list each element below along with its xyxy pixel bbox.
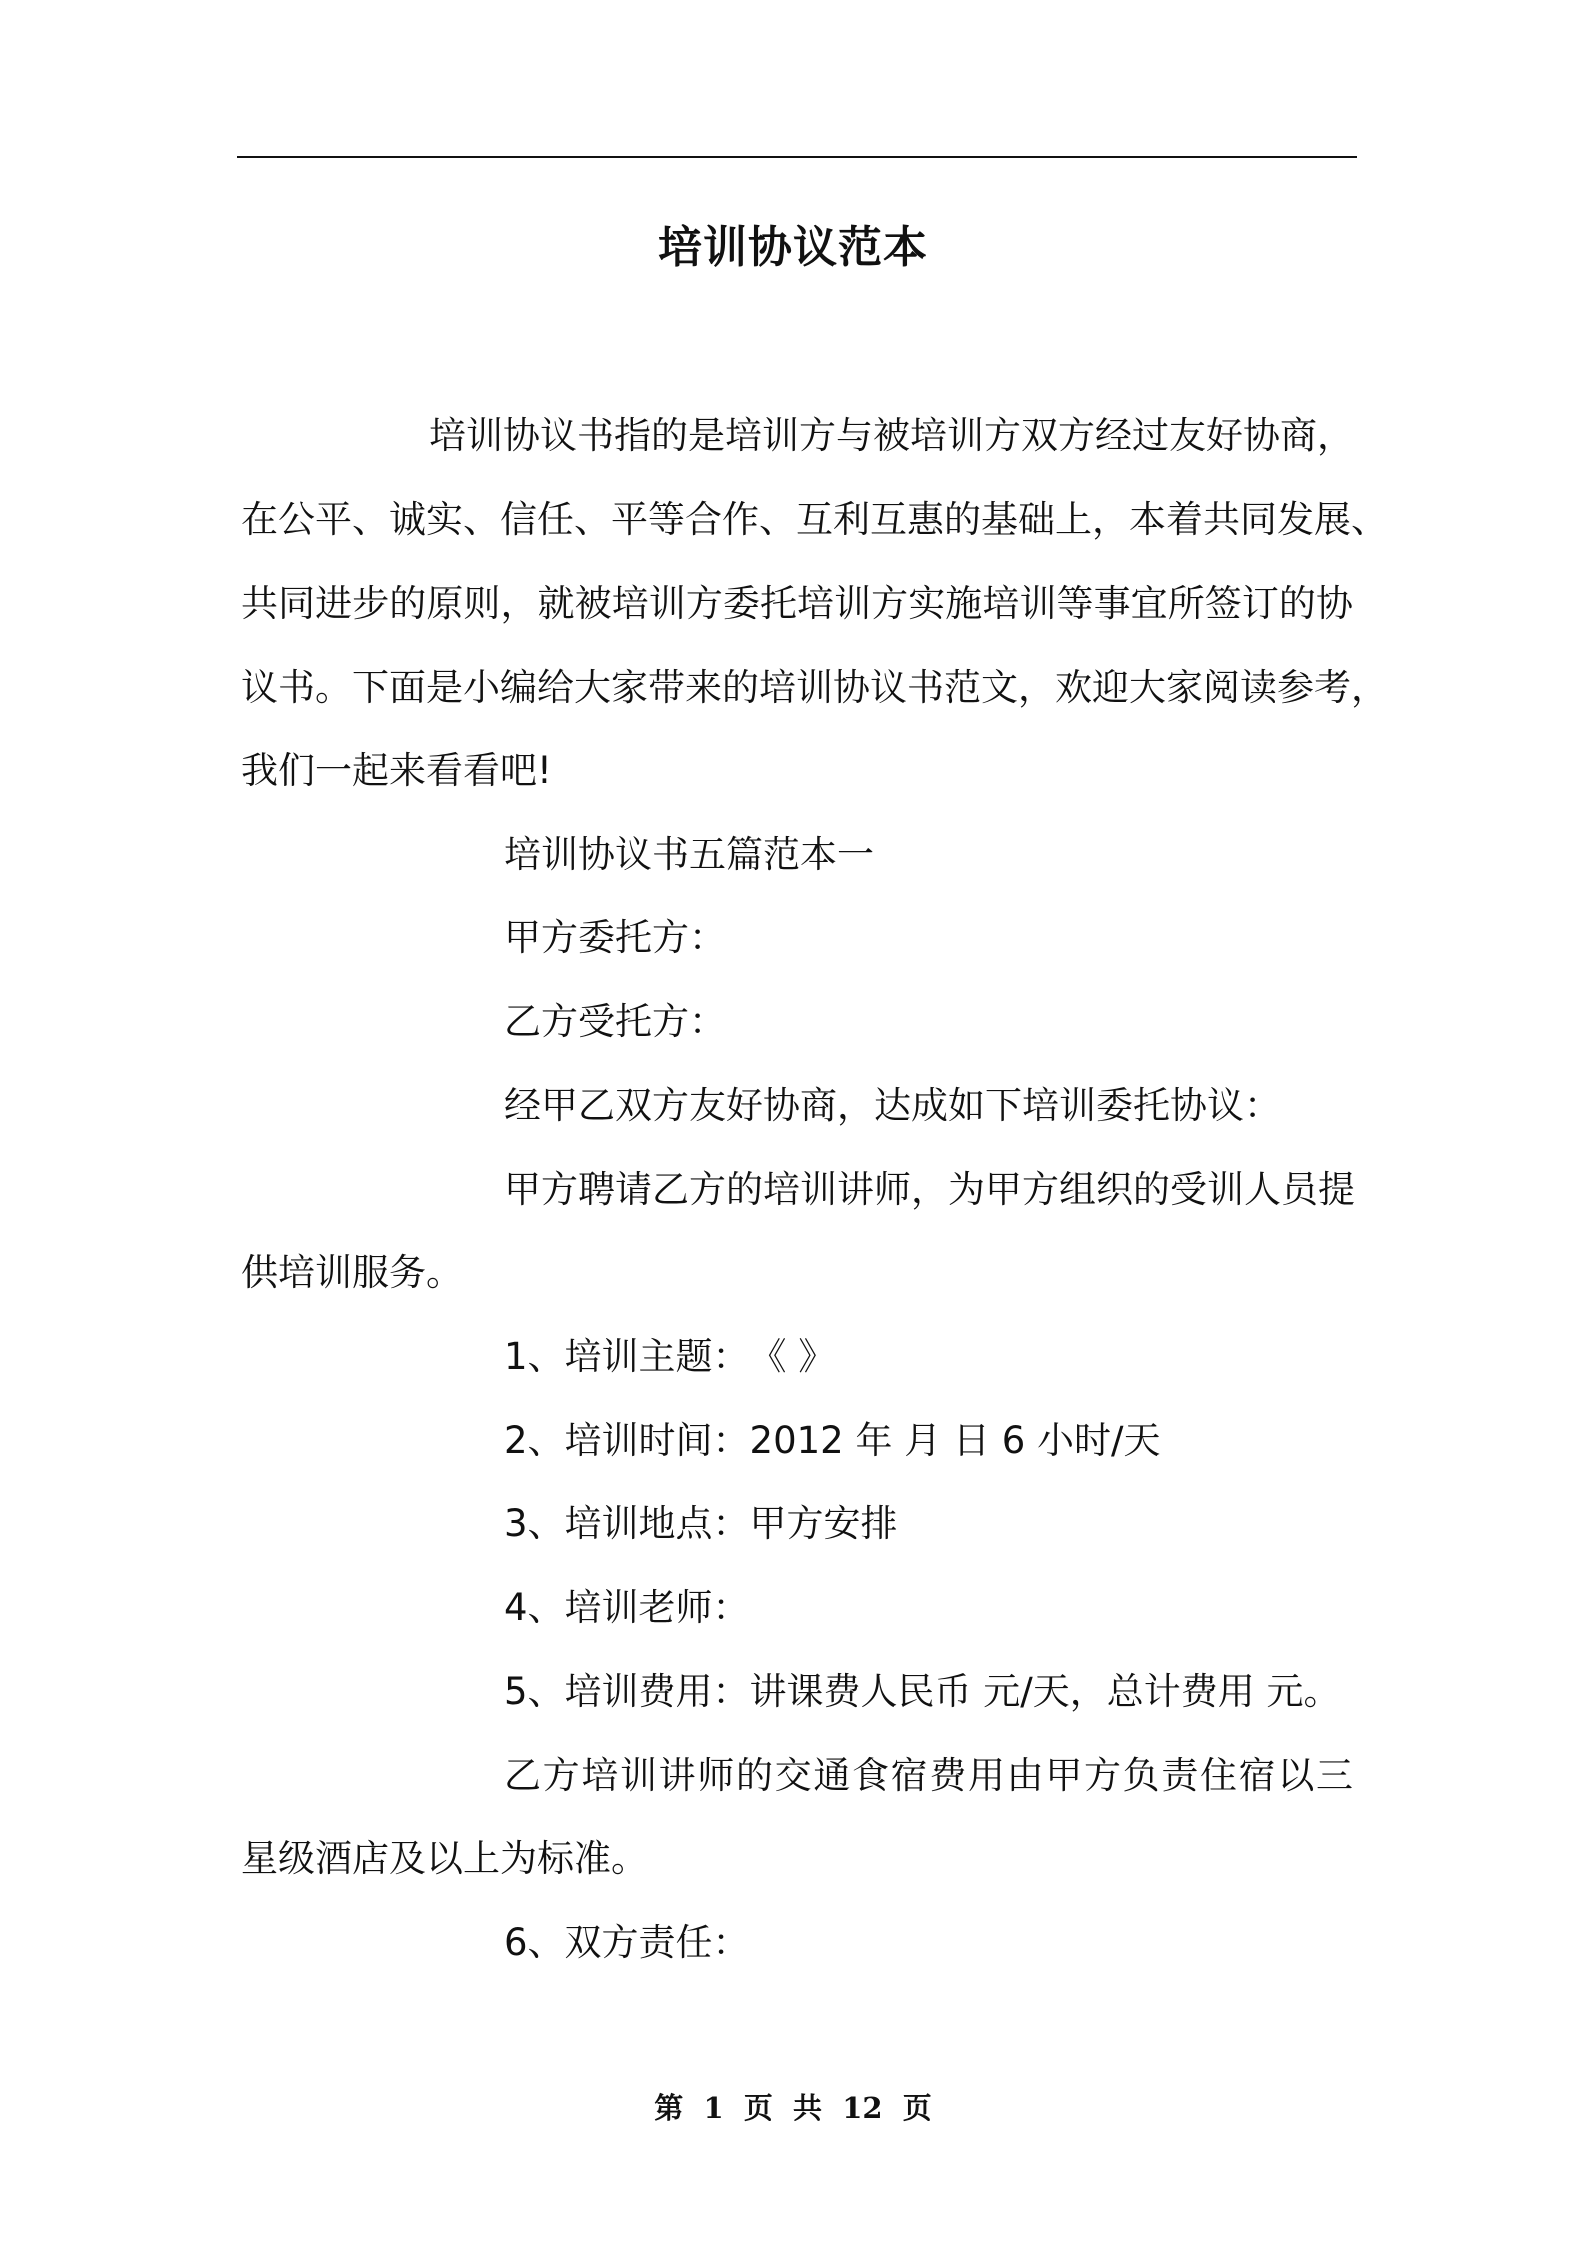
section-heading: 培训协议书五篇范本一 — [504, 833, 874, 876]
intro-line: 在公平、诚实、信任、平等合作、互利互惠的基础上，本着共同发展、 — [241, 498, 1388, 541]
party-b-label: 乙方受托方： — [504, 1000, 726, 1043]
expense-line: 乙方培训讲师的交通食宿费用由甲方负责住宿以三 — [504, 1754, 1353, 1797]
intro-line: 我们一起来看看吧! — [241, 749, 552, 792]
intro-line: 培训协议书指的是培训方与被培训方双方经过友好协商， — [429, 414, 1354, 457]
clause-item: 2、培训时间：2012 年 月 日 6 小时/天 — [504, 1419, 1161, 1462]
clause-item: 4、培训老师： — [504, 1586, 750, 1629]
clause-item: 1、培训主题： 《 》 — [504, 1335, 836, 1378]
service-line: 甲方聘请乙方的培训讲师，为甲方组织的受训人员提 — [504, 1168, 1355, 1211]
service-line: 供培训服务。 — [241, 1251, 463, 1294]
clause-item: 6、双方责任： — [504, 1921, 750, 1964]
page-number: 第 1 页 共 12 页 — [654, 2091, 932, 2125]
clause-item: 3、培训地点：甲方安排 — [504, 1502, 898, 1545]
header-rule — [237, 156, 1357, 158]
expense-line: 星级酒店及以上为标准。 — [241, 1837, 648, 1880]
intro-line: 共同进步的原则，就被培训方委托培训方实施培训等事宜所签订的协 — [241, 582, 1353, 625]
party-a-label: 甲方委托方： — [504, 916, 726, 959]
document-title: 培训协议范本 — [658, 222, 928, 273]
intro-line: 议书。下面是小编给大家带来的培训协议书范文，欢迎大家阅读参考， — [241, 666, 1388, 709]
clause-item: 5、培训费用：讲课费人民币 元/天，总计费用 元。 — [504, 1670, 1341, 1713]
agreement-intro: 经甲乙双方友好协商，达成如下培训委托协议： — [504, 1084, 1281, 1127]
